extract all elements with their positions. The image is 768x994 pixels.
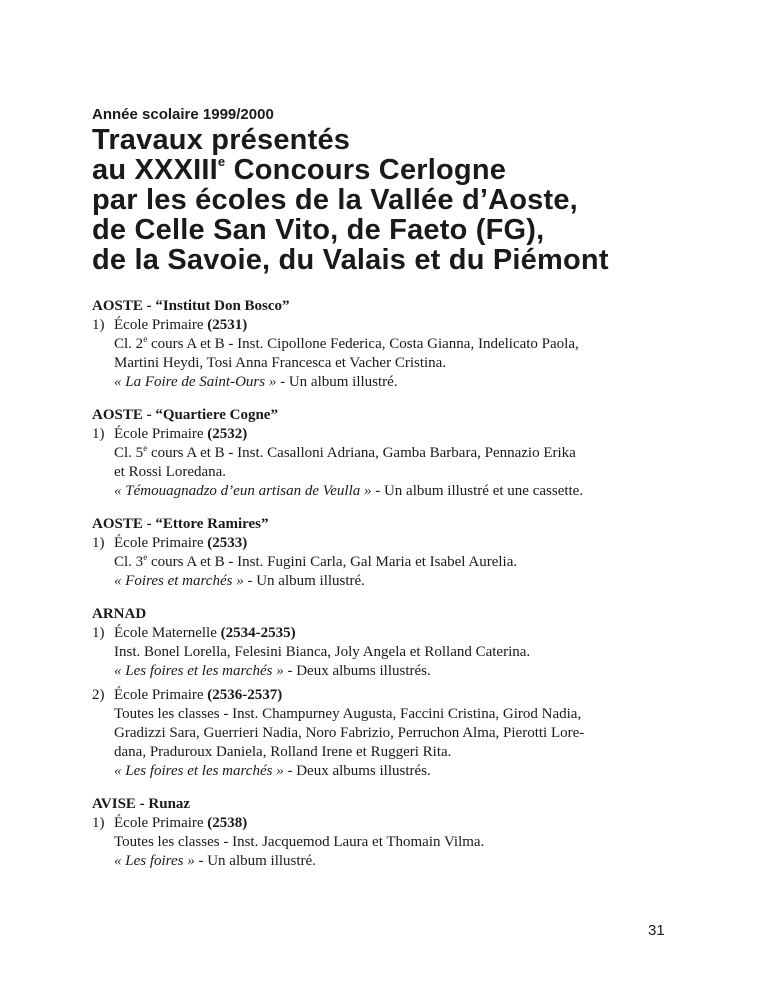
work-line bbox=[114, 762, 676, 781]
body-line-2: Gradizzi Sara, Guerrieri Nadia, Noro Fabrizio, Perruchon Alma, Pierotti Lore- bbox=[114, 725, 585, 741]
work-title: « Les foires » bbox=[114, 853, 195, 869]
title-line-1: Travaux présentés bbox=[92, 124, 351, 156]
page-title bbox=[92, 125, 676, 275]
body-line-3: dana, Praduroux Daniela, Rolland Irene et Ruggeri Rita. bbox=[114, 744, 452, 760]
entry-code: (2532) bbox=[207, 426, 248, 442]
entry-number: 1) bbox=[92, 625, 105, 641]
entry-code: (2531) bbox=[207, 317, 248, 333]
title-line-2-post: Concours Cerlogne bbox=[225, 154, 507, 186]
body-line-1: Inst. Bonel Lorella, Felesini Bianca, Joly Angela et Rolland Caterina. bbox=[114, 644, 531, 660]
work-description: - Deux albums illustrés. bbox=[283, 763, 431, 779]
section-arnad bbox=[92, 605, 676, 781]
entry-header bbox=[92, 425, 676, 444]
work-description: - Un album illustré. bbox=[276, 374, 398, 390]
class-line bbox=[114, 553, 676, 572]
entry-header bbox=[92, 316, 676, 335]
class-line bbox=[114, 444, 676, 463]
entry-body bbox=[92, 553, 676, 591]
body-line-1: Toutes les classes - Inst. Jacquemod Laura et Thomain Vilma. bbox=[114, 834, 485, 850]
section-heading: AVISE - Runaz bbox=[92, 796, 191, 812]
class-pre: Cl. 5 bbox=[114, 445, 144, 461]
entry-body bbox=[92, 643, 676, 681]
section-aoste-quartiere-cogne bbox=[92, 406, 676, 501]
work-line bbox=[114, 482, 676, 501]
entry-body bbox=[92, 444, 676, 501]
entry-code: (2533) bbox=[207, 535, 248, 551]
work-description: - Un album illustré et une cassette. bbox=[371, 483, 584, 499]
entry-number: 1) bbox=[92, 426, 105, 442]
section-aoste-don-bosco bbox=[92, 297, 676, 392]
section-avise-runaz bbox=[92, 795, 676, 871]
entry-header bbox=[92, 814, 676, 833]
entry-header bbox=[92, 534, 676, 553]
school-type: École Primaire bbox=[114, 317, 208, 333]
title-line-2 bbox=[92, 155, 676, 185]
entry-code: (2538) bbox=[207, 815, 248, 831]
class-pre: Cl. 3 bbox=[114, 554, 144, 570]
entry-code: (2536-2537) bbox=[207, 687, 283, 703]
page-number: 31 bbox=[648, 922, 665, 939]
entry-number: 1) bbox=[92, 815, 105, 831]
class-post: cours A et B - Inst. Casalloni Adriana, Gamba Barbara, Pennazio Erika bbox=[147, 445, 576, 461]
section-aoste-ettore-ramires bbox=[92, 515, 676, 591]
work-line bbox=[114, 373, 676, 392]
work-description: - Un album illustré. bbox=[194, 853, 316, 869]
entry-number: 1) bbox=[92, 317, 105, 333]
work-description: - Un album illustré. bbox=[243, 573, 365, 589]
section-heading: AOSTE - “Institut Don Bosco” bbox=[92, 298, 290, 314]
class-line bbox=[114, 335, 676, 354]
body-line-1: Toutes les classes - Inst. Champurney Augusta, Faccini Cristina, Girod Nadia, bbox=[114, 706, 582, 722]
class-pre: Cl. 2 bbox=[114, 336, 144, 352]
class-post: cours A et B - Inst. Cipollone Federica, Costa Gianna, Indelicato Paola, bbox=[147, 336, 579, 352]
title-line-3: par les écoles de la Vallée d’Aoste, bbox=[92, 184, 578, 216]
entry bbox=[92, 624, 676, 681]
school-type: École Maternelle bbox=[114, 625, 221, 641]
entry-header bbox=[92, 686, 676, 705]
school-year-label: Année scolaire 1999/2000 bbox=[92, 106, 274, 123]
entry bbox=[92, 316, 676, 392]
work-line bbox=[114, 662, 676, 681]
page-content bbox=[92, 106, 676, 885]
school-type: École Primaire bbox=[114, 535, 208, 551]
class-post: cours A et B - Inst. Fugini Carla, Gal Maria et Isabel Aurelia. bbox=[147, 554, 518, 570]
title-line-5: de la Savoie, du Valais et du Piémont bbox=[92, 244, 609, 276]
entry bbox=[92, 686, 676, 781]
school-type: École Primaire bbox=[114, 687, 208, 703]
work-title: « Les foires et les marchés » bbox=[114, 763, 284, 779]
class-sup: e bbox=[143, 443, 148, 453]
work-title: « Témouagnadzo d’eun artisan de Veulla » bbox=[114, 483, 372, 499]
title-line-2-sup: e bbox=[217, 154, 226, 169]
entry-body bbox=[92, 833, 676, 871]
work-line bbox=[114, 572, 676, 591]
entry-number: 1) bbox=[92, 535, 105, 551]
work-title: « La Foire de Saint-Ours » bbox=[114, 374, 277, 390]
section-heading: AOSTE - “Quartiere Cogne” bbox=[92, 407, 278, 423]
section-heading: AOSTE - “Ettore Ramires” bbox=[92, 516, 269, 532]
work-title: « Foires et marchés » bbox=[114, 573, 244, 589]
entry-body bbox=[92, 335, 676, 392]
class-sup: e bbox=[143, 334, 148, 344]
body-line-2: et Rossi Loredana. bbox=[114, 464, 227, 480]
work-description: - Deux albums illustrés. bbox=[283, 663, 431, 679]
school-type: École Primaire bbox=[114, 815, 208, 831]
school-type: École Primaire bbox=[114, 426, 208, 442]
entry-code: (2534-2535) bbox=[220, 625, 296, 641]
body-line-2: Martini Heydi, Tosi Anna Francesca et Vacher Cristina. bbox=[114, 355, 447, 371]
section-heading: ARNAD bbox=[92, 606, 147, 622]
entry bbox=[92, 534, 676, 591]
class-sup: e bbox=[143, 552, 148, 562]
entry bbox=[92, 814, 676, 871]
entry-number: 2) bbox=[92, 687, 105, 703]
entry bbox=[92, 425, 676, 501]
work-line bbox=[114, 852, 676, 871]
title-line-2-pre: au XXXIII bbox=[92, 154, 218, 186]
entry-header bbox=[92, 624, 676, 643]
entry-body bbox=[92, 705, 676, 781]
work-title: « Les foires et les marchés » bbox=[114, 663, 284, 679]
title-line-4: de Celle San Vito, de Faeto (FG), bbox=[92, 214, 545, 246]
